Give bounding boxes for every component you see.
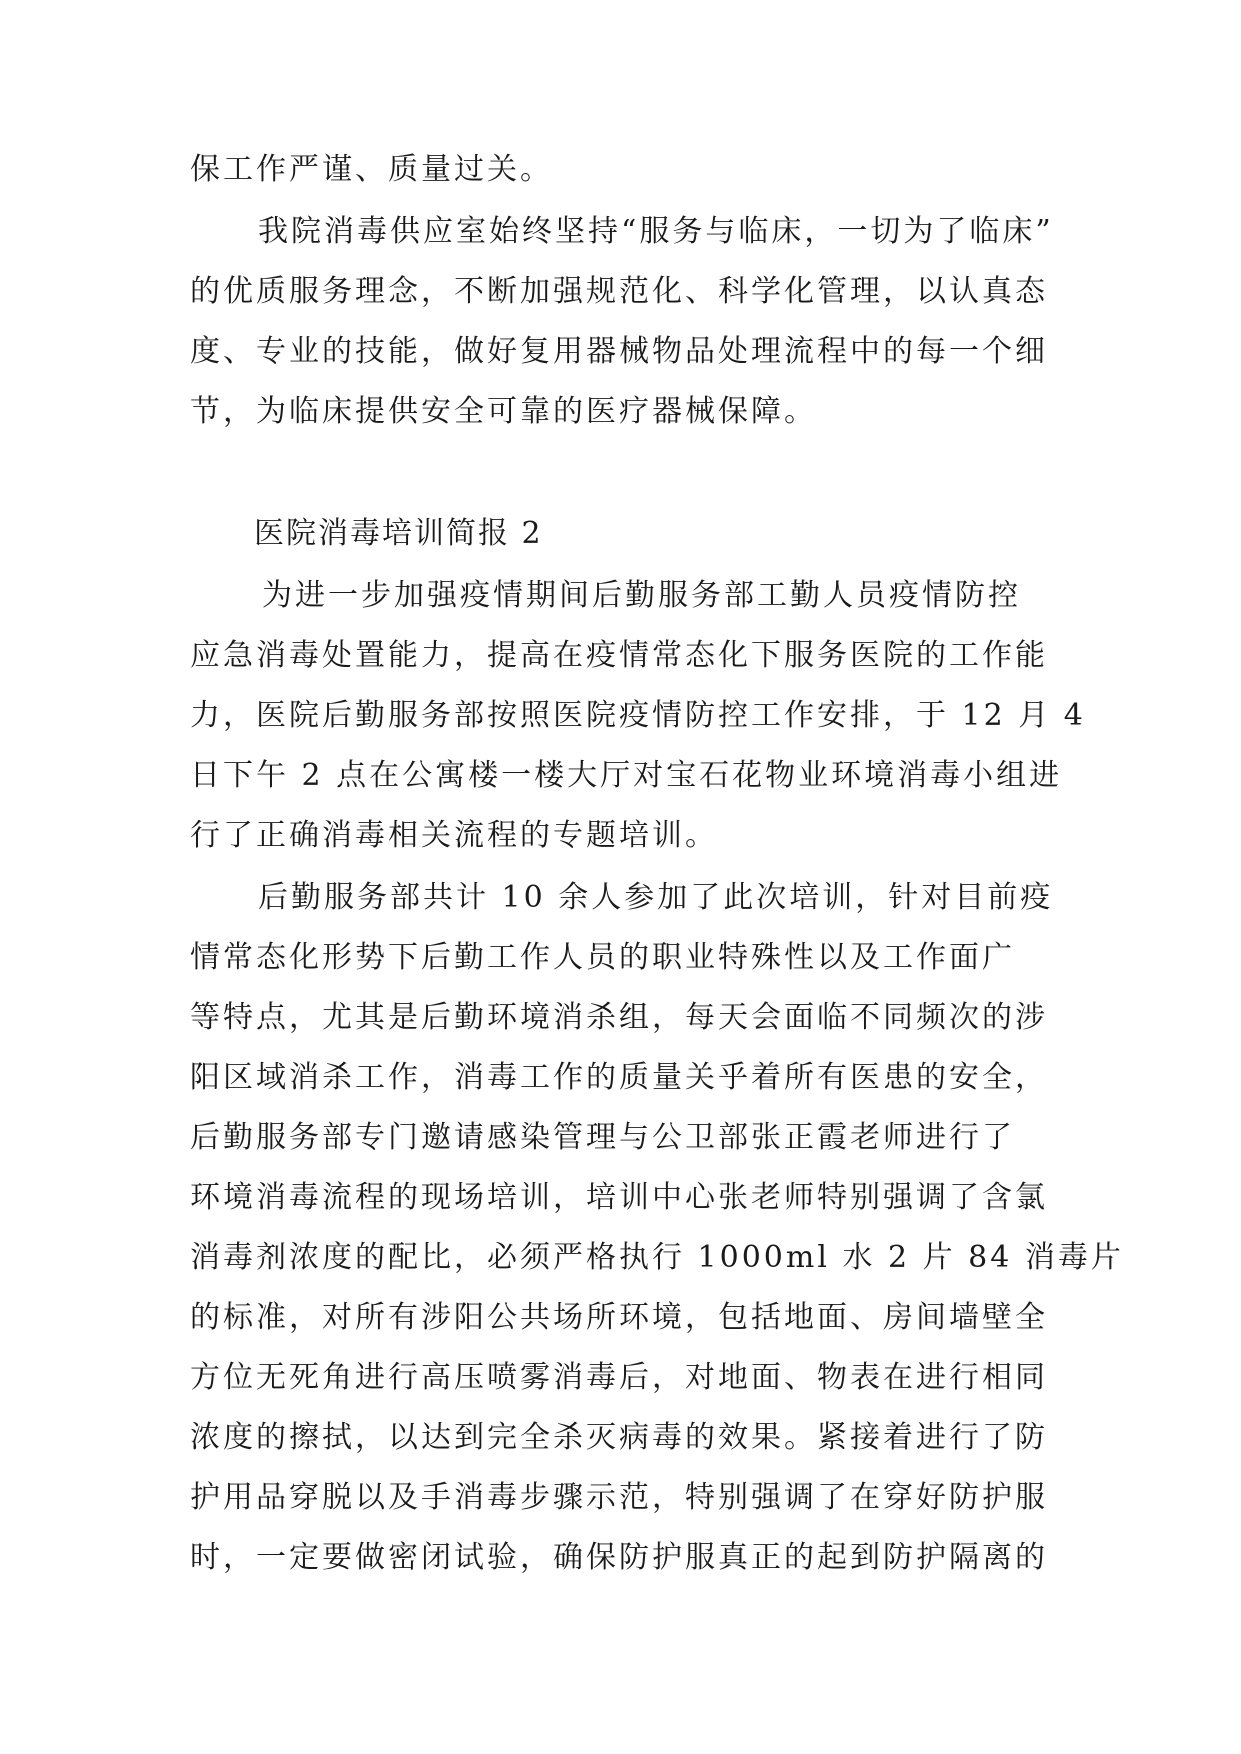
paragraph-line: 度、专业的技能，做好复用器械物品处理流程中的每一个细 — [190, 334, 1048, 369]
paragraph-line: 护用品穿脱以及手消毒步骤示范，特别强调了在穿好防护服 — [190, 1480, 1048, 1515]
paragraph-line: 的优质服务理念，不断加强规范化、科学化管理，以认真态 — [190, 274, 1048, 309]
paragraph-line: 日下午 2 点在公寓楼一楼大厅对宝石花物业环境消毒小组进 — [190, 758, 1063, 793]
paragraph-line: 力，医院后勤服务部按照医院疫情防控工作安排，于 12 月 4 — [190, 698, 1086, 733]
paragraph-line: 后勤服务部专门邀请感染管理与公卫部张正霞老师进行了 — [190, 1120, 1015, 1155]
paragraph-line: 的标准，对所有涉阳公共场所环境，包括地面、房间墙壁全 — [190, 1300, 1048, 1335]
paragraph-line: 节，为临床提供安全可靠的医疗器械保障。 — [190, 394, 817, 429]
paragraph-line: 浓度的擦拭，以达到完全杀灭病毒的效果。紧接着进行了防 — [190, 1420, 1048, 1455]
section-title: 医院消毒培训简报 2 — [254, 516, 543, 551]
paragraph-line: 情常态化形势下后勤工作人员的职业特殊性以及工作面广 — [190, 940, 1015, 975]
paragraph-line: 环境消毒流程的现场培训，培训中心张老师特别强调了含氯 — [190, 1180, 1048, 1215]
paragraph-line: 阳区域消杀工作，消毒工作的质量关乎着所有医患的安全， — [190, 1060, 1048, 1095]
paragraph-line: 为进一步加强疫情期间后勤服务部工勤人员疫情防控 — [262, 578, 1021, 613]
paragraph-line: 后勤服务部共计 10 余人参加了此次培训，针对目前疫 — [258, 880, 1054, 915]
paragraph-line: 保工作严谨、质量过关。 — [190, 152, 553, 187]
paragraph-line: 消毒剂浓度的配比，必须严格执行 1000ml 水 2 片 84 消毒片 — [190, 1240, 1124, 1275]
paragraph-line: 时，一定要做密闭试验，确保防护服真正的起到防护隔离的 — [190, 1540, 1048, 1575]
paragraph-line: 等特点，尤其是后勤环境消杀组，每天会面临不同频次的涉 — [190, 1000, 1048, 1035]
paragraph-line: 我院消毒供应室始终坚持“服务与临床，一切为了临床” — [258, 214, 1054, 249]
paragraph-line: 行了正确消毒相关流程的专题培训。 — [190, 818, 718, 853]
paragraph-line: 方位无死角进行高压喷雾消毒后，对地面、物表在进行相同 — [190, 1360, 1048, 1395]
paragraph-line: 应急消毒处置能力，提高在疫情常态化下服务医院的工作能 — [190, 638, 1048, 673]
